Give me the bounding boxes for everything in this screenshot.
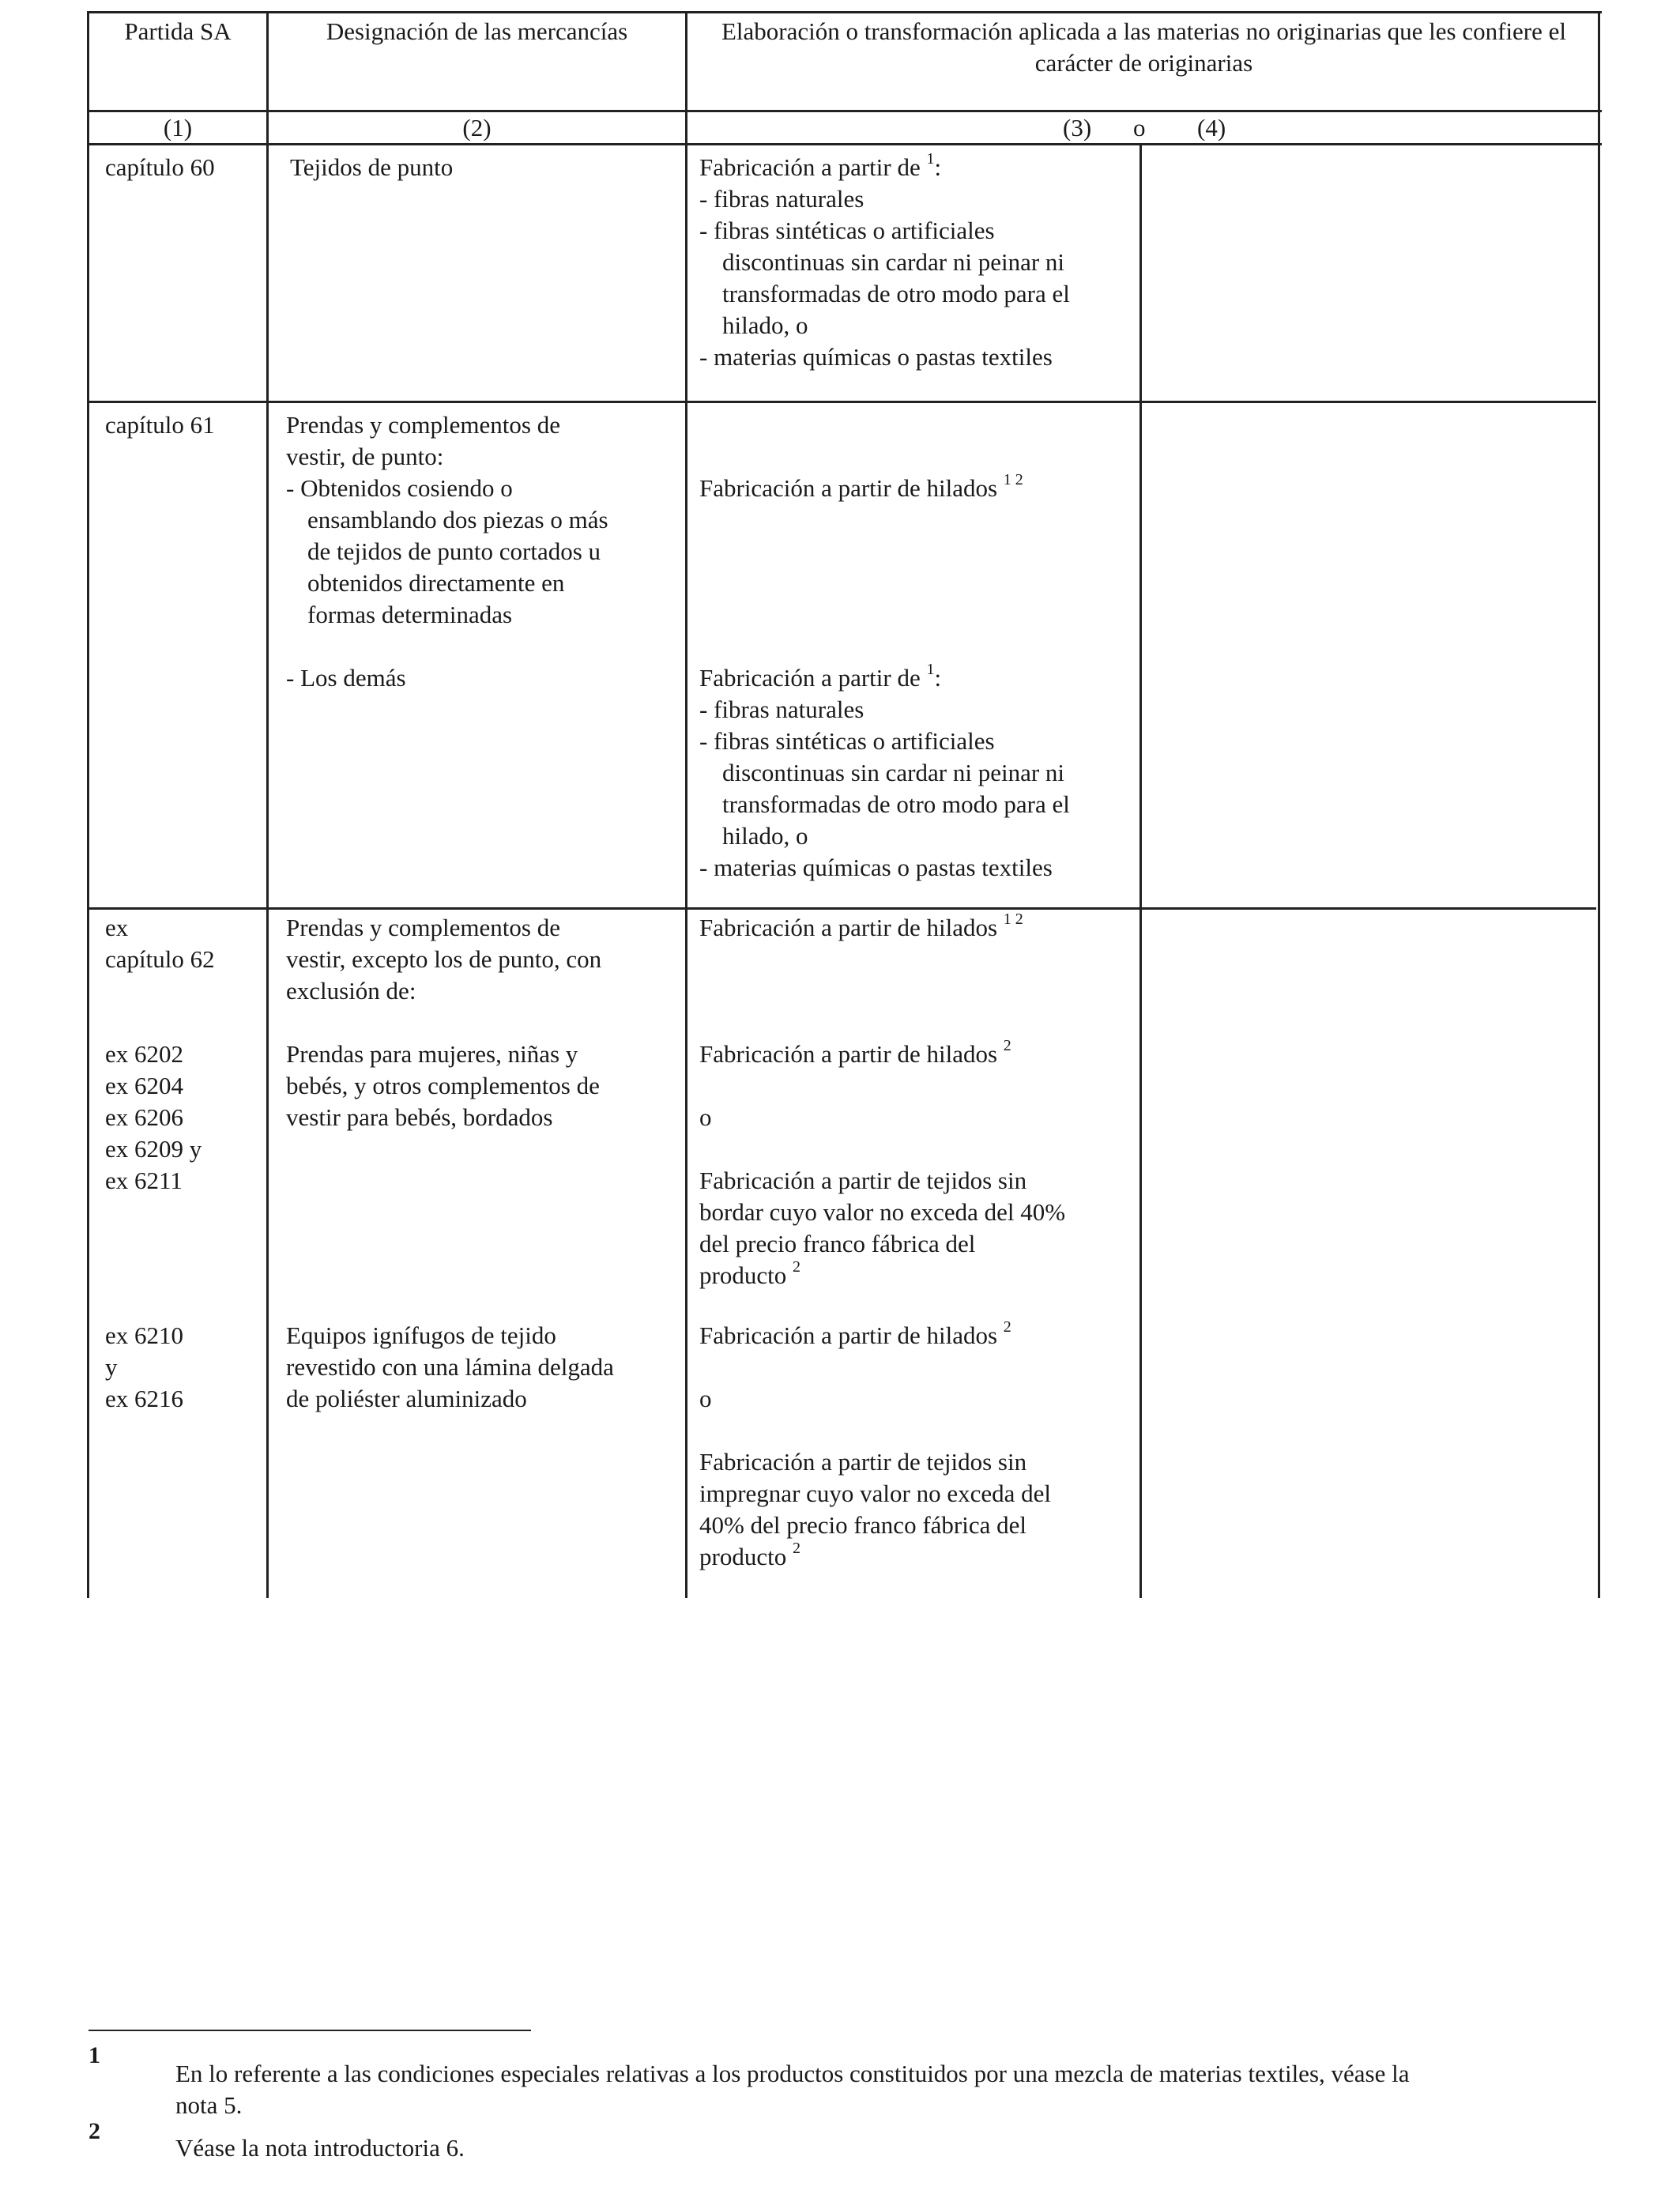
row-separator-61 <box>87 401 1596 403</box>
row60-rule-intro: Fabricación a partir de $^1$: <box>699 149 942 181</box>
footnote-2-number: 2 <box>89 2118 100 2144</box>
row61-desc-line: ensamblando dos piezas o más <box>307 506 608 533</box>
footnote-1-number: 1 <box>89 2042 100 2068</box>
row61-rule-a: Fabricación a partir de hilados $^{1 2}$ <box>699 470 1023 502</box>
row61-desc-line: formas determinadas <box>307 601 513 628</box>
row60-rule-line: hilado, o <box>722 311 808 339</box>
row6202-rule-b-line: del precio franco fábrica del <box>699 1230 976 1257</box>
row6210-rule-b-line: impregnar cuyo valor no exceda del <box>699 1480 1052 1507</box>
row6202-code-line: ex 6211 <box>105 1167 183 1194</box>
row6210-or: o <box>699 1385 712 1412</box>
table-top-border <box>87 11 1602 13</box>
row60-code: capítulo 60 <box>105 153 215 181</box>
row61-desc-line: de tejidos de punto cortados u <box>307 537 601 565</box>
row6210-code-line: ex 6210 <box>105 1321 184 1349</box>
col3-divider <box>1139 143 1142 1598</box>
table-left-border <box>87 11 89 1598</box>
row6210-desc-line: revestido con una lámina delgada <box>286 1353 614 1381</box>
row60-rule-line: transformadas de otro modo para el <box>722 280 1070 307</box>
row61-rule-b-line: - fibras naturales <box>699 696 864 723</box>
row60-rule-line: - fibras sintéticas o artificiales <box>699 217 995 244</box>
row6202-code-line: ex 6206 <box>105 1103 184 1131</box>
row6202-desc-line: Prendas para mujeres, niñas y <box>286 1040 578 1068</box>
row6202-code-line: ex 6209 y <box>105 1135 202 1163</box>
row6202-desc-line: bebés, y otros complementos de <box>286 1072 600 1099</box>
colnum-1: (1) <box>163 114 193 141</box>
row6202-rule-a: Fabricación a partir de hilados $^2$ <box>699 1036 1011 1068</box>
row6202-rule-b-last: producto $^2$ <box>699 1257 800 1289</box>
row6202-or: o <box>699 1103 712 1131</box>
row61-desc-line: vestir, de punto: <box>286 443 444 470</box>
row62-code-line: capítulo 62 <box>105 945 215 973</box>
row61-code: capítulo 61 <box>105 411 215 439</box>
row6210-desc-line: Equipos ignífugos de tejido <box>286 1321 556 1349</box>
table-right-border <box>1598 11 1600 1598</box>
row61-rule-b-line: discontinuas sin cardar ni peinar ni <box>722 759 1065 786</box>
col2-divider <box>685 11 687 1598</box>
row6202-code-line: ex 6204 <box>105 1072 184 1099</box>
row61-rule-b-line: hilado, o <box>722 822 808 850</box>
row60-rule-line: - materias químicas o pastas textiles <box>699 343 1053 371</box>
colnum-4: (4) <box>1197 114 1226 141</box>
row6210-desc-line: de poliéster aluminizado <box>286 1385 527 1412</box>
row6202-rule-b-line: Fabricación a partir de tejidos sin <box>699 1167 1027 1194</box>
row61-rule-b-line: transformadas de otro modo para el <box>722 790 1070 818</box>
header-partida: Partida SA <box>124 17 232 45</box>
row60-rule-line: discontinuas sin cardar ni peinar ni <box>722 248 1065 276</box>
colnum-2: (2) <box>462 114 492 141</box>
row62-desc-line: Prendas y complementos de <box>286 914 560 941</box>
row61-desc-line: Prendas y complementos de <box>286 411 560 439</box>
row61-rule-b-intro: Fabricación a partir de $^1$: <box>699 660 942 692</box>
row6210-code-line: y <box>105 1353 118 1381</box>
row61-desc-line: obtenidos directamente en <box>307 569 565 597</box>
row6202-rule-b-line: bordar cuyo valor no exceda del 40% <box>699 1198 1066 1226</box>
header-elaboracion: Elaboración o transformación aplicada a las materias no originarias que les confiere el carácter de originarias <box>721 17 1567 77</box>
row62-rule: Fabricación a partir de hilados $^{1 2}$ <box>699 910 1023 941</box>
footnote-separator <box>89 2030 531 2031</box>
col1-divider <box>266 11 269 1598</box>
row6210-rule-b-line: 40% del precio franco fábrica del <box>699 1511 1026 1539</box>
row6210-rule-a: Fabricación a partir de hilados $^2$ <box>699 1318 1011 1349</box>
row61-desc-b: - Los demás <box>286 664 406 692</box>
row61-rule-b-line: - fibras sintéticas o artificiales <box>699 727 995 755</box>
row-separator-62 <box>87 907 1596 910</box>
header-designacion: Designación de las mercancías <box>326 17 628 45</box>
row61-rule-b-line: - materias químicas o pastas textiles <box>699 854 1053 881</box>
row6210-code-line: ex 6216 <box>105 1385 184 1412</box>
row61-desc-line: - Obtenidos cosiendo o <box>286 474 513 502</box>
row6202-desc-line: vestir para bebés, bordados <box>286 1103 553 1131</box>
row62-code-line: ex <box>105 914 129 941</box>
row62-desc-line: exclusión de: <box>286 977 416 1005</box>
colnum-3: (3) <box>1063 114 1092 141</box>
row60-rule-line: - fibras naturales <box>699 185 864 213</box>
row62-desc-line: vestir, excepto los de punto, con <box>286 945 602 973</box>
footnote-1-text: En lo referente a las condiciones especiales relativas a los productos constituidos por una mezcla de materias textiles, véase la <box>175 2060 1410 2087</box>
colnum-or: o <box>1133 114 1146 141</box>
row6202-code-line: ex 6202 <box>105 1040 184 1068</box>
row60-desc: Tejidos de punto <box>290 153 454 181</box>
row6210-rule-b-last: producto $^2$ <box>699 1539 800 1570</box>
footnote-2-text: Véase la nota introductoria 6. <box>175 2134 465 2162</box>
footnote-1-text: nota 5. <box>175 2091 243 2119</box>
row6210-rule-b-line: Fabricación a partir de tejidos sin <box>699 1448 1027 1476</box>
